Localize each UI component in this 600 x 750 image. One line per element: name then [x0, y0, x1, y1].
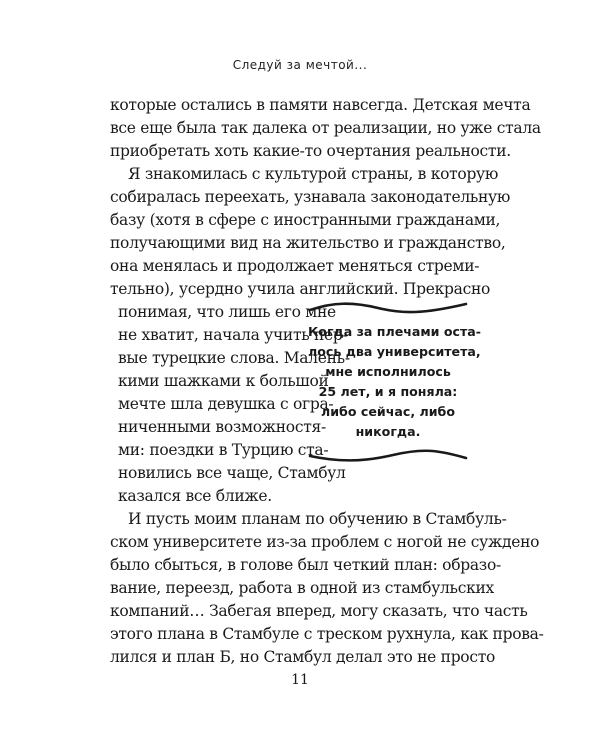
text-line: приобретать хоть какие-то очертания реальности. [110, 142, 511, 160]
text-line: мечте шла девушка с огра- [118, 395, 334, 413]
text-line: тельно), усердно учила английский. Прекрасно [110, 280, 491, 298]
text-line: вание, переезд, работа в одной из стамбульских [110, 579, 494, 597]
text-line: не хватит, начала учить пер- [118, 326, 348, 344]
pull-quote-line: 25 лет, и я поняла: [318, 384, 458, 399]
text-line: этого плана в Стамбуле с треском рухнула, как прова- [110, 625, 544, 643]
text-line: базу (хотя в сфере с иностранными гражданами, [110, 211, 501, 229]
pull-quote-text [308, 322, 482, 442]
running-head: Следуй за мечтой... [232, 58, 368, 72]
text-line: Я знакомилась с культурой страны, в которую [128, 165, 499, 183]
text-line: ми: поездки в Турцию ста- [118, 441, 329, 459]
text-line: все еще была так далека от реализации, но уже стала [110, 119, 541, 137]
text-line: лился и план Б, но Стамбул делал это не просто [110, 648, 496, 666]
pull-quote-line: мне исполнилось [325, 364, 451, 379]
page-number: 11 [291, 672, 309, 688]
pull-quote-line: либо сейчас, либо [321, 404, 455, 419]
text-line: компаний… Забегая вперед, могу сказать, что часть [110, 602, 528, 620]
pull-quote [308, 300, 482, 470]
text-line: И пусть моим планам по обучению в Стамбуль- [128, 510, 507, 528]
text-line: было сбыться, в голове был четкий план: образо- [110, 556, 501, 574]
pull-quote-line: никогда. [355, 424, 421, 439]
text-line: новились все чаще, Стамбул [118, 464, 346, 482]
text-line: казался все ближе. [118, 487, 272, 505]
text-line: она менялась и продолжает меняться стреми- [110, 257, 480, 275]
text-line: ниченными возможностя- [118, 418, 326, 436]
text-line: вые турецкие слова. Малень- [118, 349, 350, 367]
wavy-bottom-border [308, 448, 468, 464]
text-line: собиралась переехать, узнавала законодательную [110, 188, 511, 206]
pull-quote-line: лось два университета, [308, 344, 481, 359]
wavy-top-border [308, 300, 468, 316]
text-line: ском университете из-за проблем с ногой не суждено [110, 533, 540, 551]
text-line: которые остались в памяти навсегда. Детская мечта [110, 96, 531, 114]
pull-quote-line: Когда за плечами оста- [308, 324, 482, 339]
text-line: понимая, что лишь его мне [118, 303, 336, 321]
text-line: получающими вид на жительство и гражданство, [110, 234, 506, 252]
text-line: кими шажками к большой [118, 372, 329, 390]
